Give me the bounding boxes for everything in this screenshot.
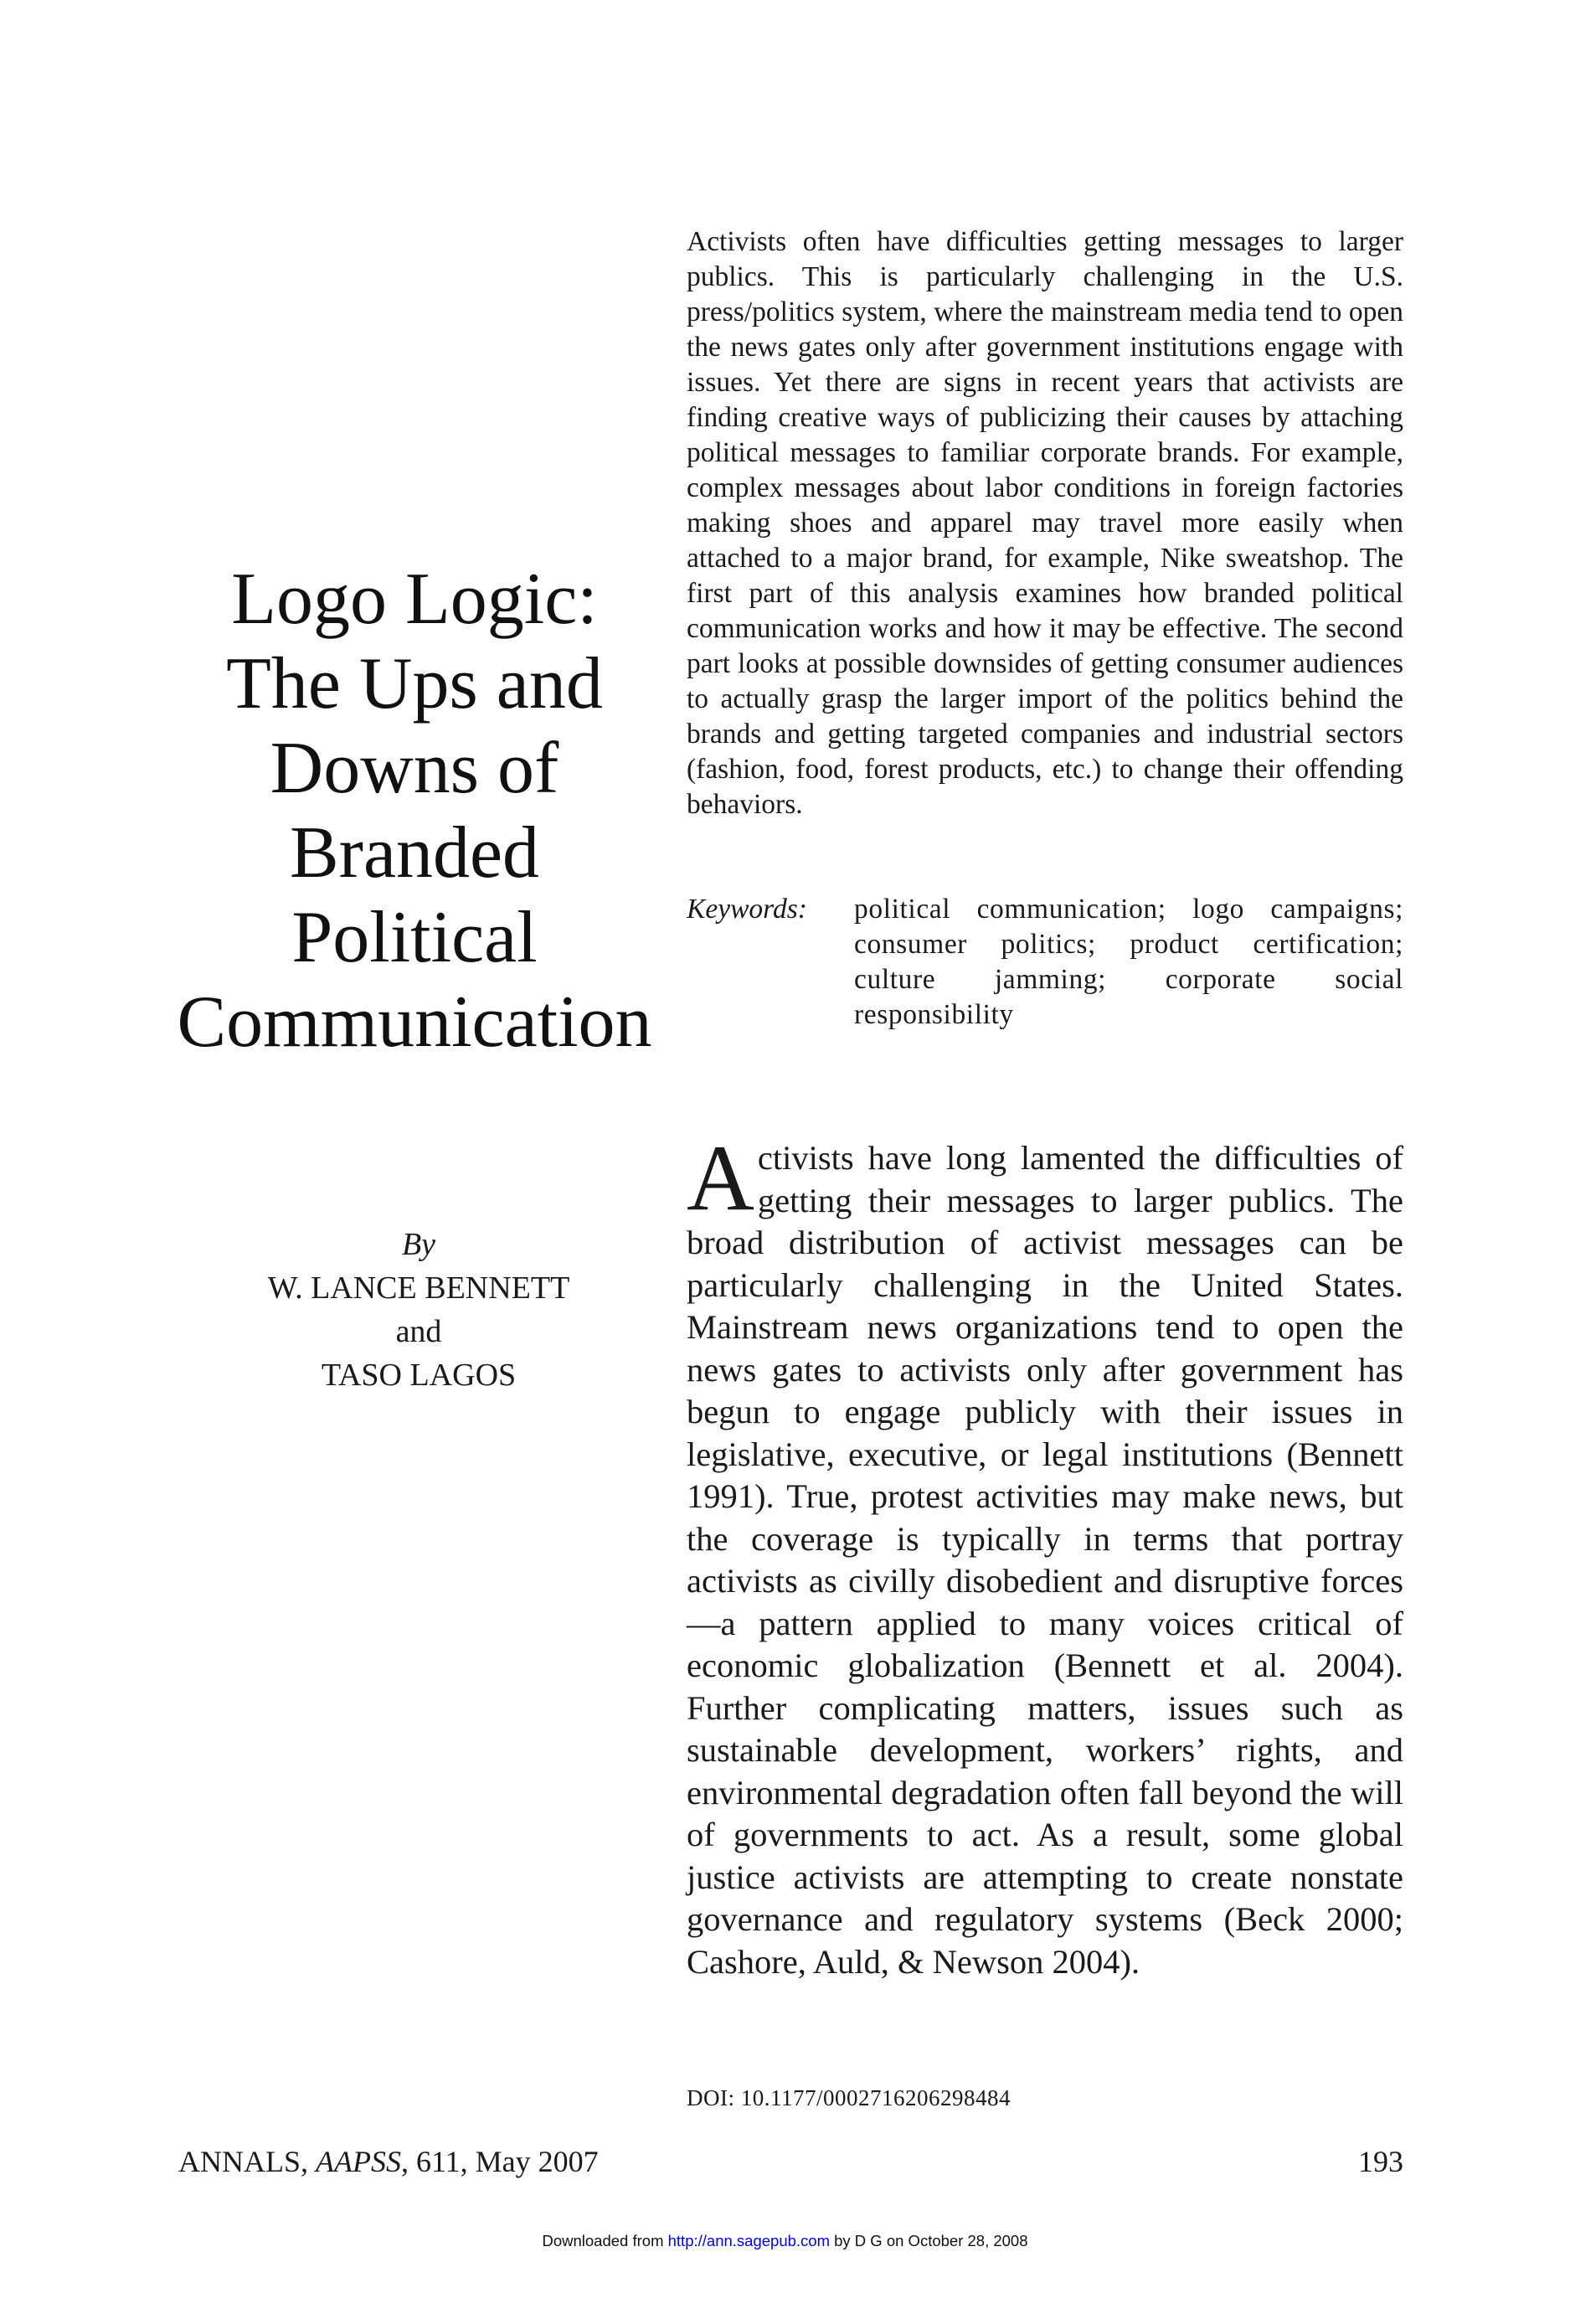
title-line: Political [291,897,538,978]
journal-suffix: , 611, May 2007 [401,2145,599,2178]
article-title [167,557,661,1064]
page-number: 193 [1358,2145,1403,2178]
body-paragraph [687,1126,1403,1983]
title-line: The Ups and [226,643,603,724]
keywords-label: Keywords: [687,894,807,925]
title-line: Communication [177,982,652,1063]
keywords-terms: political communication; logo campaigns; consumer politics; product certification; culture jamming; corporate social responsibility [854,894,1403,1030]
download-note [0,2232,1570,2250]
title-line: Downs of [270,728,559,809]
download-note-prefix: Downloaded from [542,2232,668,2249]
abstract: Activists often have difficulties getting messages to larger publics. This is particularly challenging in the U.S. press/politics system, where the mainstream media tend to open the news gates only after government institutions engage with issues. Yet there are signs in recent years that activists are finding creative ways of publicizing their causes by attaching political messages to familiar corporate brands. For example, complex messages about labor conditions in foreign factories making shoes and apparel may travel more easily when attached to a major brand, for example, Nike sweatshop. The first part of this analysis examines how branded political communication works and how it may be effective. The second part looks at possible downsides of getting consumer audiences to actually grasp the larger import of the politics behind the brands and getting targeted companies and industrial sectors (fashion, food, forest products, etc.) to change their offending behaviors. [687,226,1403,820]
title-line: Logo Logic: [231,559,598,640]
download-source-link[interactable]: http://ann.sagepub.com [667,2232,830,2249]
journal-abbrev: AAPSS [316,2145,401,2178]
drop-cap: A [687,1126,754,1230]
journal-prefix: ANNALS, [178,2145,317,2178]
author-name: TASO LAGOS [321,1358,517,1393]
keywords [687,892,1403,1033]
download-note-suffix: by D G on October 28, 2008 [829,2232,1028,2249]
author-name: W. LANCE BENNETT [267,1270,570,1306]
journal-citation [178,2144,599,2179]
byline-by: By [401,1227,436,1262]
byline [201,1223,636,1397]
byline-conjunction: and [395,1314,442,1349]
doi: DOI: 10.1177/0002716206298484 [687,2085,1011,2110]
body-paragraph-text: ctivists have long lamented the difficulties of getting their messages to larger publics. The broad distribution of activist messages can be particularly challenging in the United States. Mainstream news organizations tend to open the news gates to activists only after government has begun to engage publicly with their issues in legislative, executive, or legal institutions (Bennett 1991). True, protest activities may make news, but the coverage is typically in terms that portray activists as civilly disobedient and disruptive forces—a pattern applied to many voices critical of economic globalization (Bennett et al. 2004). Further complicating matters, issues such as sustainable development, workers’ rights, and environmental degradation often fall beyond the will of governments to act. As a result, some global justice activists are attempting to create nonstate governance and regulatory systems (Beck 2000; Cashore, Auld, & Newson 2004). [687,1139,1403,1981]
title-line: Branded [289,812,540,894]
